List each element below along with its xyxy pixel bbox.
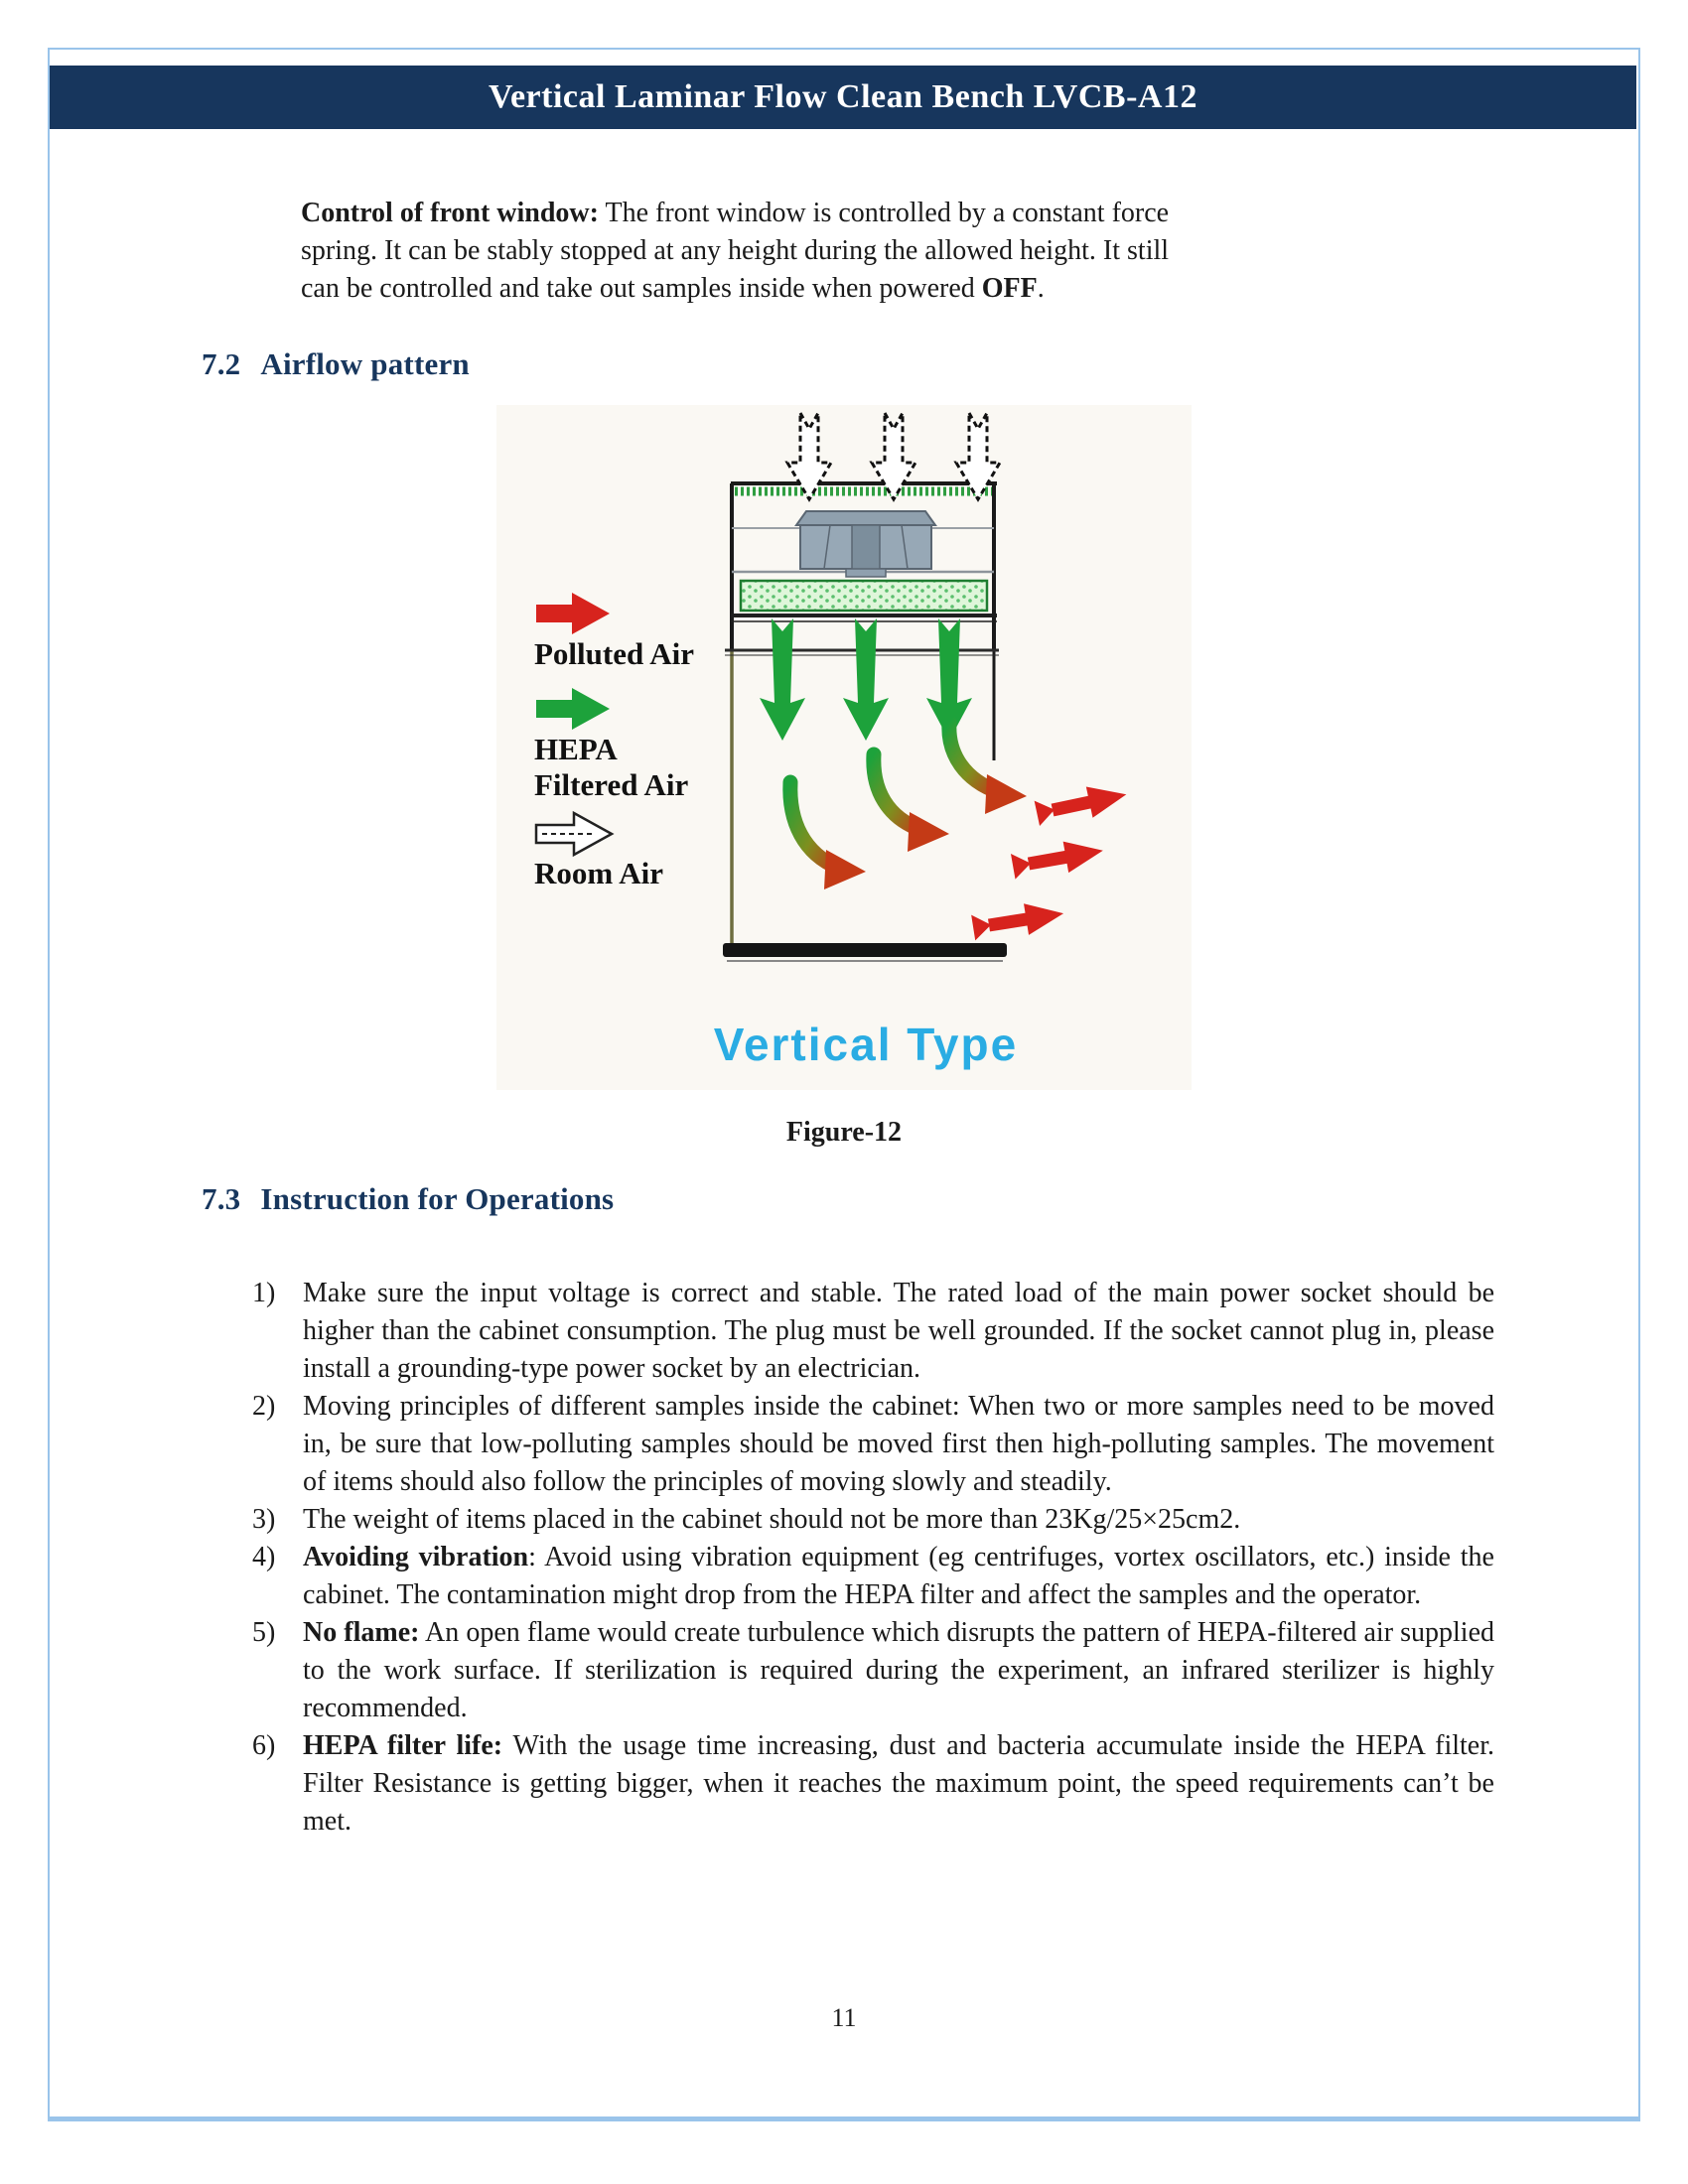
intake-arrows	[787, 413, 1000, 499]
list-item	[252, 1539, 1494, 1614]
exhaust-arrow-icon	[1034, 779, 1130, 829]
list-item	[252, 1501, 1494, 1539]
figure-type-label: Vertical Type	[713, 1019, 1019, 1070]
intro-lead-bold: Control of front window:	[301, 198, 599, 228]
list-item-number: 4)	[252, 1542, 276, 1572]
legend-hepa-label-line2: Filtered Air	[534, 767, 689, 802]
legend-polluted-air	[534, 593, 694, 671]
list-item	[252, 1388, 1494, 1501]
list-item-text: Avoiding vibration: Avoid using vibration equipment (eg centrifuges, vortex oscillators, etc.) inside the cabinet. The contamination might drop from the HEPA filter and affect the samples and the operator.	[303, 1542, 1494, 1610]
section-7-2-heading	[202, 346, 470, 382]
intake-arrow-icon	[872, 413, 915, 499]
airflow-diagram	[496, 405, 1192, 1090]
section-7-2-title: Airflow pattern	[260, 346, 470, 381]
downflow-arrows	[760, 618, 972, 741]
intro-line-3: can be controlled and take out samples inside when powered OFF.	[301, 273, 1045, 304]
exhaust-arrow-icon	[1010, 835, 1105, 882]
intro-line-2: spring. It can be stably stopped at any height during the allowed height. It still	[301, 235, 1170, 266]
operations-list	[252, 1275, 1494, 1841]
hepa-filter	[741, 581, 987, 611]
exhaust-arrow-icon	[971, 897, 1066, 943]
hepa-air-arrow-icon	[536, 688, 610, 730]
list-item	[252, 1727, 1494, 1841]
intro-line-1: Control of front window: The front window is controlled by a constant force	[301, 198, 1170, 228]
deflect-arrows	[790, 723, 1027, 889]
figure-caption: Figure-12	[785, 1117, 903, 1148]
polluted-air-arrow-icon	[536, 593, 610, 634]
legend-room-label: Room Air	[534, 856, 664, 890]
section-7-3-number: 7.3	[202, 1181, 241, 1216]
intro-paragraph	[301, 195, 1502, 308]
list-item-number: 6)	[252, 1730, 276, 1761]
intro-off-bold: OFF	[981, 273, 1038, 304]
downflow-arrow-icon	[760, 618, 805, 741]
downflow-arrow-icon	[843, 618, 889, 741]
section-7-2-number: 7.2	[202, 346, 241, 381]
intake-arrow-icon	[787, 413, 831, 499]
legend-hepa-air	[534, 688, 688, 802]
section-7-3-heading	[202, 1181, 614, 1217]
list-item-number: 2)	[252, 1391, 276, 1422]
list-item-text: No flame: An open flame would create turbulence which disrupts the pattern of HEPA-filtered air supplied to the work surface. If sterilization is required during the experiment, an infrared sterilizer is highly recommended.	[303, 1617, 1495, 1723]
legend-hepa-label-line1: HEPA	[534, 732, 618, 766]
list-item-number: 3)	[252, 1504, 276, 1535]
section-7-3-title: Instruction for Operations	[260, 1181, 615, 1216]
list-item-text: Make sure the input voltage is correct and stable. The rated load of the main power socket should be higher than the cabinet consumption. The plug must be well grounded. If the socket cannot plug in, please install a grounding-type power socket by an electrician.	[303, 1278, 1494, 1384]
work-surface	[723, 943, 1007, 957]
list-item-text: Moving principles of different samples inside the cabinet: When two or more samples need to be moved in, be sure that low-polluting samples should be moved first then high-polluting samples. The movement of items should also follow the principles of moving slowly and steadily.	[303, 1391, 1494, 1497]
list-item-text: HEPA filter life: With the usage time increasing, dust and bacteria accumulate inside the HEPA filter. Filter Resistance is getting bigger, when it reaches the maximum point, the speed requirements can’t be met.	[303, 1730, 1494, 1837]
list-item-number: 1)	[252, 1278, 276, 1308]
list-item-text: The weight of items placed in the cabinet should not be more than 23Kg/25×25cm2.	[303, 1504, 1241, 1535]
airflow-figure	[496, 405, 1192, 1090]
page-title: Vertical Laminar Flow Clean Bench LVCB-A12	[489, 78, 1197, 115]
list-item	[252, 1275, 1494, 1388]
legend-polluted-label: Polluted Air	[534, 636, 695, 671]
page-header-bar	[50, 66, 1636, 129]
list-item	[252, 1614, 1494, 1727]
fan-blower	[796, 511, 935, 577]
legend-room-air	[534, 813, 663, 890]
list-item-number: 5)	[252, 1617, 276, 1648]
page-number: 11	[831, 2003, 857, 2032]
